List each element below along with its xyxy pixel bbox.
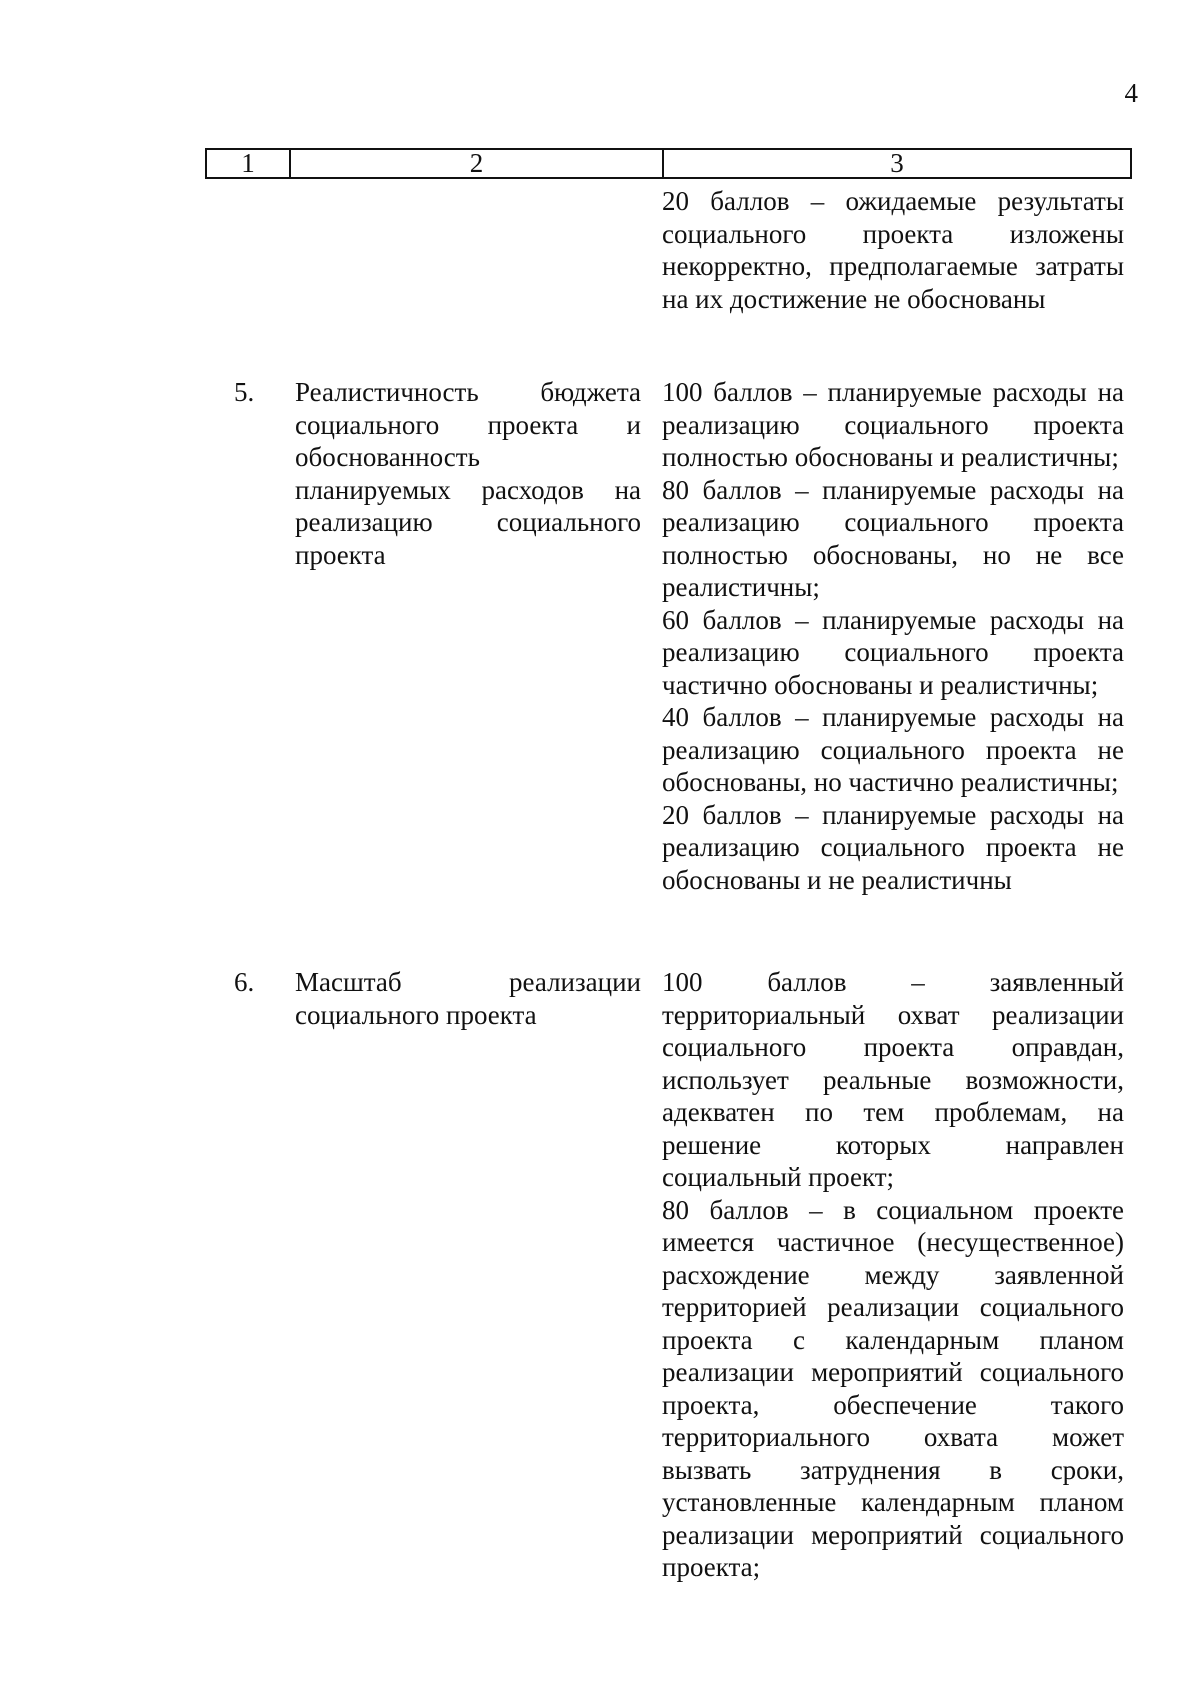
score-description (662, 966, 1124, 1584)
score-item: 20 баллов – планируемые расходы на реализацию социального проекта не обоснованы и не реалистичны (662, 799, 1124, 895)
score-item: 80 баллов – в социальном проекте имеется частичное (несущественное) расхождение между заявленной территорией реализации социального проекта с календарным планом реализации мероприятий социального проекта, обеспечение такого территориального охвата может вызвать затруднения в сроки, установленные календарным планом реализации мероприятий социального проекта; (662, 1194, 1124, 1582)
score-item: 100 баллов – планируемые расходы на реализацию социального проекта полностью обоснованы и реалистичны; (662, 377, 1124, 472)
score-item: 40 баллов – планируемые расходы на реализацию социального проекта не обоснованы, но частично реалистичны; (662, 702, 1124, 797)
score-item: 20 баллов – ожидаемые результаты социального проекта изложены некорректно, предполагаемые затраты на их достижение не обоснованы (662, 186, 1124, 314)
score-item: 60 баллов – планируемые расходы на реализацию социального проекта частично обоснованы и реалистичны; (662, 604, 1124, 700)
table-header-row (205, 148, 1132, 179)
row-number: 6. (234, 967, 255, 997)
page-number: 4 (1124, 78, 1138, 108)
score-description (662, 185, 1124, 315)
score-item: 100 баллов – заявленный территориальный охват реализации социального проекта оправдан, использует реальные возможности, адекватен по тем проблемам, на решение которых направлен социальный проект; (662, 967, 1124, 1192)
score-item: 80 баллов – планируемые расходы на реализацию социального проекта полностью обоснованы, но не все реалистичны; (662, 474, 1124, 602)
criterion-text: Реалистичность бюджета социального проекта и обоснованность планируемых расходов на реализацию социального проекта (295, 377, 641, 570)
table-header-col-1: 1 (207, 150, 291, 177)
row-number: 5. (234, 377, 255, 407)
table-header-col-2: 2 (291, 150, 664, 177)
score-description (662, 376, 1124, 896)
criterion-text: Масштаб реализации социального проекта (295, 967, 641, 1030)
table-header-col-3: 3 (890, 148, 904, 178)
